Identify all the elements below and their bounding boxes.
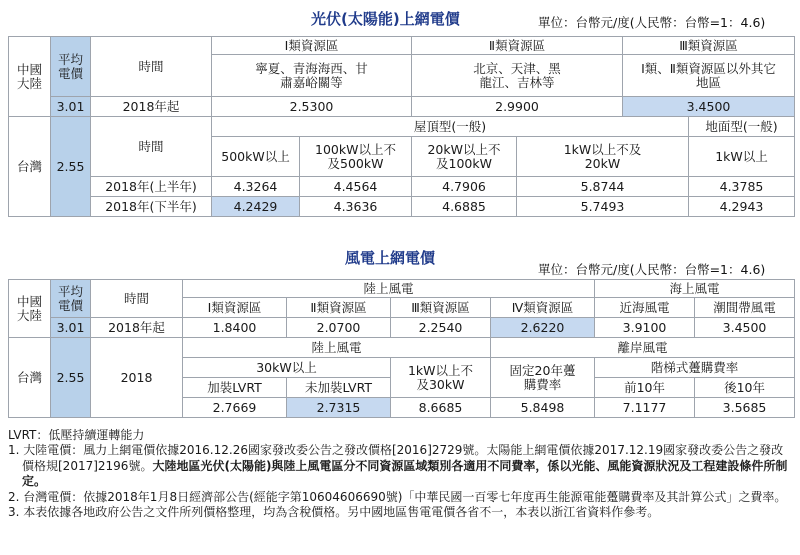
- solar-taiwan-r1-c3: 4.7906: [412, 177, 517, 197]
- wind-china-time-value: 2018年起: [91, 318, 183, 338]
- note-lvrt: LVRT：低壓持續運轉能力: [8, 428, 145, 442]
- solar-table: [8, 36, 795, 217]
- wind-taiwan-last10: 後10年: [695, 378, 795, 398]
- note-2: 2. 台灣電價：依據2018年1月8日經濟部公告(經能字第10604606690號)「中華民國一百零七年度再生能源電能躉購費率及其計算公式」之費率。: [8, 489, 787, 504]
- footnotes: [8, 428, 794, 520]
- solar-china-time-label: 時間: [91, 37, 212, 97]
- note-3: 3. 本表依據各地政府公告之文件所列價格整理，均為含稅價格。另中國地區售電電價各省不一，本表以浙江省資料作參考。: [8, 505, 660, 520]
- note-1-text: 1. 大陸電價：風力上網電價依據2016.12.26國家發改委公告之發改價格[2016]2729號。太陽能上網電價依據2017.12.19國家發改委公告之發改價格規[2017]2196號。: [8, 443, 784, 473]
- solar-unit-note: 單位：台幣元/度(人民幣：台幣=1：4.6): [538, 15, 766, 30]
- wind-taiwan-val-2: 2.7315: [287, 398, 391, 418]
- wind-taiwan-offshore-header: 離岸風電: [491, 338, 795, 358]
- wind-taiwan-fixed20: 固定20年躉購費率: [491, 358, 595, 398]
- wind-china-val-5: 3.9100: [595, 318, 695, 338]
- solar-taiwan-r2-c2: 4.3636: [300, 197, 412, 217]
- wind-china-time-label: 時間: [91, 280, 183, 318]
- wind-china-avg-label: 平均電價: [51, 280, 91, 318]
- solar-ground-header: 地面型(一般): [689, 117, 795, 137]
- wind-table: [8, 279, 795, 418]
- wind-taiwan-30kw: 30kW以上: [183, 358, 391, 378]
- wind-china-val-6: 3.4500: [695, 318, 795, 338]
- wind-china-label: 中國大陸: [9, 280, 51, 338]
- note-1-emphasis: 大陸地區光伏(太陽能)與陸上風電區分不同資源區域類別各適用不同費率，係以光能、風能資源狀況及工程建設條件所制定。: [22, 458, 788, 489]
- wind-title: 風電上網電價: [345, 249, 436, 267]
- solar-taiwan-avg-value: 2.55: [51, 117, 91, 217]
- wind-china-avg-value: 3.01: [51, 318, 91, 338]
- wind-taiwan-val-5: 7.1177: [595, 398, 695, 418]
- wind-taiwan-tiered: 階梯式躉購費率: [595, 358, 795, 378]
- solar-china-time-value: 2018年起: [91, 97, 212, 117]
- solar-region-2-price: 2.9900: [412, 97, 623, 117]
- solar-taiwan-label: 台灣: [9, 117, 51, 217]
- solar-col-1kw: 1kW以上不及20kW: [517, 137, 689, 177]
- wind-china-col-3: Ⅲ類資源區: [391, 298, 491, 318]
- solar-region-3-areas: Ⅰ類、Ⅱ類資源區以外其它地區: [623, 55, 795, 97]
- wind-taiwan-onshore-header: 陸上風電: [183, 338, 491, 358]
- solar-china-avg-value: 3.01: [51, 97, 91, 117]
- wind-taiwan-first10: 前10年: [595, 378, 695, 398]
- wind-china-val-2: 2.0700: [287, 318, 391, 338]
- solar-taiwan-r2-c5: 4.2943: [689, 197, 795, 217]
- solar-region-2-name: Ⅱ類資源區: [412, 37, 623, 55]
- wind-taiwan-avg-value: 2.55: [51, 338, 91, 418]
- solar-taiwan-period-2: 2018年(下半年): [91, 197, 212, 217]
- solar-taiwan-time-label: 時間: [91, 117, 212, 177]
- wind-china-col-6: 潮間帶風電: [695, 298, 795, 318]
- wind-china-col-2: Ⅱ類資源區: [287, 298, 391, 318]
- wind-china-val-4: 2.6220: [491, 318, 595, 338]
- wind-taiwan-val-3: 8.6685: [391, 398, 491, 418]
- wind-china-offshore-header: 海上風電: [595, 280, 795, 298]
- wind-taiwan-no-lvrt: 未加裝LVRT: [287, 378, 391, 398]
- solar-col-100kw: 100kW以上不及500kW: [300, 137, 412, 177]
- solar-title: 光伏(太陽能)上網電價: [311, 10, 460, 28]
- solar-china-label: 中國大陸: [9, 37, 51, 117]
- solar-taiwan-r1-c4: 5.8744: [517, 177, 689, 197]
- solar-taiwan-r2-c1: 4.2429: [212, 197, 300, 217]
- solar-region-1-price: 2.5300: [212, 97, 412, 117]
- wind-taiwan-small: 1kW以上不及30kW: [391, 358, 491, 398]
- solar-china-avg-label: 平均電價: [51, 37, 91, 97]
- solar-region-3-name: Ⅲ類資源區: [623, 37, 795, 55]
- solar-region-1-name: Ⅰ類資源區: [212, 37, 412, 55]
- wind-china-val-3: 2.2540: [391, 318, 491, 338]
- wind-taiwan-val-6: 3.5685: [695, 398, 795, 418]
- wind-china-col-4: Ⅳ類資源區: [491, 298, 595, 318]
- wind-china-onshore-header: 陸上風電: [183, 280, 595, 298]
- solar-taiwan-r1-c5: 4.3785: [689, 177, 795, 197]
- solar-taiwan-r1-c1: 4.3264: [212, 177, 300, 197]
- wind-taiwan-lvrt: 加裝LVRT: [183, 378, 287, 398]
- solar-region-1-areas: 寧夏、青海海西、甘肅嘉峪關等: [212, 55, 412, 97]
- wind-taiwan-label: 台灣: [9, 338, 51, 418]
- wind-china-col-5: 近海風電: [595, 298, 695, 318]
- wind-taiwan-time-value: 2018: [91, 338, 183, 418]
- solar-col-500kw: 500kW以上: [212, 137, 300, 177]
- note-1: [8, 443, 794, 489]
- solar-taiwan-r1-c2: 4.4564: [300, 177, 412, 197]
- solar-col-ground-1kw: 1kW以上: [689, 137, 795, 177]
- wind-unit-note: 單位：台幣元/度(人民幣：台幣=1：4.6): [538, 262, 766, 277]
- wind-taiwan-val-1: 2.7669: [183, 398, 287, 418]
- solar-taiwan-r2-c3: 4.6885: [412, 197, 517, 217]
- solar-taiwan-r2-c4: 5.7493: [517, 197, 689, 217]
- wind-taiwan-val-4: 5.8498: [491, 398, 595, 418]
- solar-region-3-price: 3.4500: [623, 97, 795, 117]
- wind-china-val-1: 1.8400: [183, 318, 287, 338]
- solar-roof-header: 屋頂型(一般): [212, 117, 689, 137]
- solar-taiwan-period-1: 2018年(上半年): [91, 177, 212, 197]
- solar-region-2-areas: 北京、天津、黑龍江、吉林等: [412, 55, 623, 97]
- solar-col-20kw: 20kW以上不及100kW: [412, 137, 517, 177]
- wind-china-col-1: Ⅰ類資源區: [183, 298, 287, 318]
